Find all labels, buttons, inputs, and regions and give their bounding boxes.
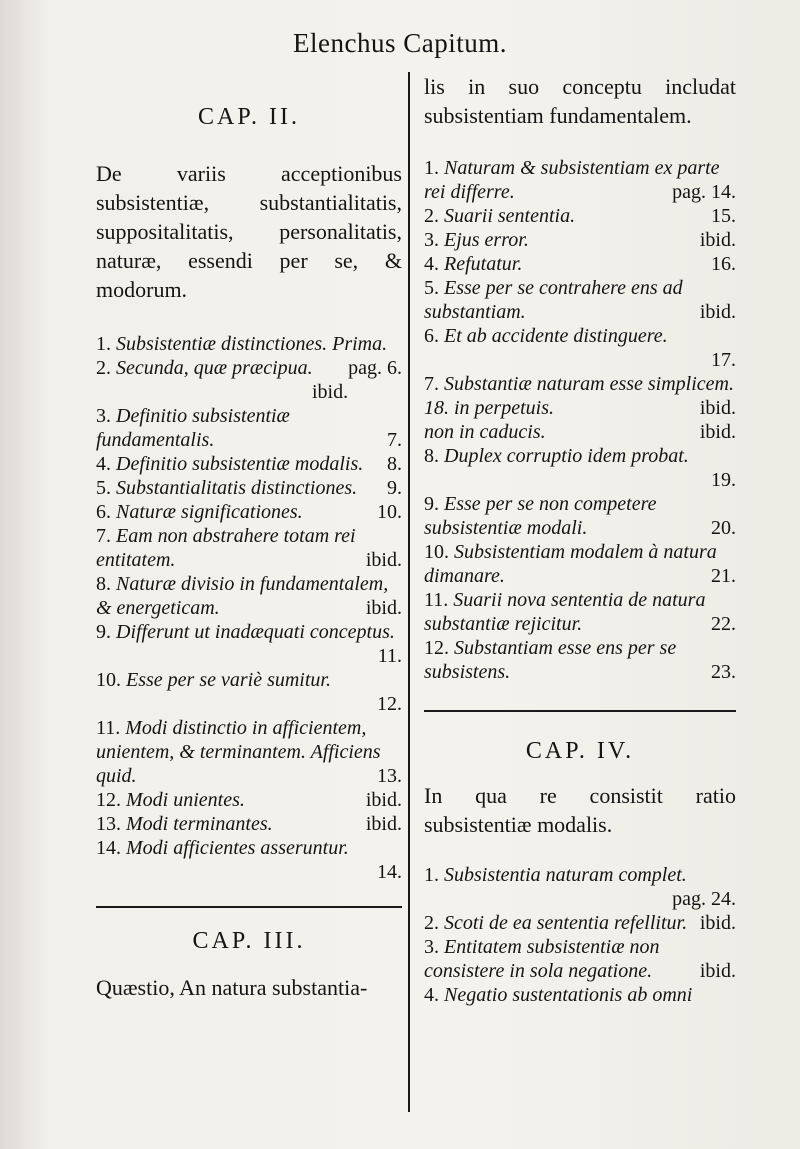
column-divider (408, 72, 410, 1112)
entry-3-2: 2. Suarii sententia. 15. (424, 205, 736, 227)
entry-3-12: 12. Substantiam esse ens per se subsistens. 23. (424, 637, 736, 683)
entry-3-4: 4. Refutatur. 16. (424, 253, 736, 275)
entry-2-9: 9. Differunt ut inadæquati conceptus. 11. (96, 621, 402, 667)
entry-3-7b: non in caducis. ibid. (424, 421, 736, 443)
entry-2-8: 8. Naturæ divisio in fundamentalem, & energeticam. ibid. (96, 573, 402, 619)
left-column (96, 96, 402, 1002)
entry-3-8: 8. Duplex corruptio idem probat. 19. (424, 445, 736, 491)
chapter-3-summary-start: Quæstio, An natura substantia- (96, 975, 368, 1000)
chapter-4-heading: CAP. IV. (525, 738, 635, 764)
entry-3-11: 11. Suarii nova sententia de natura substantiæ rejicitur. 22. (424, 589, 736, 635)
entry-3-7: 7. Substantiæ naturam esse simplicem. 18. in perpetuis. ibid. (424, 373, 736, 419)
chapter-2-heading: CAP. II. (197, 104, 300, 130)
entry-2-12: 12. Modi unientes. ibid. (96, 789, 402, 811)
section-rule-right (424, 710, 736, 712)
chapter-4-summary: In qua re consistit ratio subsistentiæ modalis. (424, 783, 736, 837)
entry-3-10: 10. Subsistentiam modalem à natura dimanare. 21. (424, 541, 736, 587)
chapter-3-heading: CAP. III. (192, 928, 306, 954)
entry-4-1: 1. Subsistentia naturam complet. pag. 24. (424, 864, 736, 910)
entry-2-1: 1. Subsistentiæ distinctiones. Prima. pag. 6. (96, 333, 402, 379)
entry-2-6: 6. Naturæ significationes. 10. (96, 501, 402, 523)
entry-2-11: 11. Modi distinctio in afficientem, unientem, & terminantem. Afficiens quid. 13. (96, 717, 402, 787)
entry-3-9: 9. Esse per se non competere subsistentiæ modali. 20. (424, 493, 736, 539)
entry-2-4: 4. Definitio subsistentiæ modalis. 8. (96, 453, 402, 475)
entry-3-5: 5. Esse per se contrahere ens ad substantiam. ibid. (424, 277, 736, 323)
entry-2-7: 7. Eam non abstrahere totam rei entitatem. ibid. (96, 525, 402, 571)
chapter-3-summary-end: lis in suo conceptu includat subsistentiam fundamentalem. (424, 74, 736, 128)
chapter-2-summary: De variis acceptionibus subsistentiæ, substantialitatis, suppositalitatis, personalitatis, naturæ, essendi per se, & modorum. (96, 161, 402, 302)
right-column (424, 72, 736, 1007)
entry-3-6: 6. Et ab accidente distinguere. 17. (424, 325, 736, 371)
entry-4-2: 2. Scoti de ea sententia refellitur. ibid. (424, 912, 736, 934)
entry-2-13: 13. Modi terminantes. ibid. (96, 813, 402, 835)
entry-3-3: 3. Ejus error. ibid. (424, 229, 736, 251)
chapter-3-entries (424, 156, 736, 684)
chapter-2-entries (96, 332, 402, 884)
entry-4-3: 3. Entitatem subsistentiæ non consistere in sola negatione. ibid. (424, 936, 736, 982)
entry-2-14: 14. Modi afficientes asseruntur. 14. (96, 837, 402, 883)
entry-2-3: 3. Definitio subsistentiæ fundamentalis. 7. (96, 405, 402, 451)
section-rule (96, 906, 402, 908)
entry-4-4: 4. Negatio sustentationis ab omni (424, 984, 693, 1006)
entry-2-10: 10. Esse per se variè sumitur. 12. (96, 669, 402, 715)
entry-2-5: 5. Substantialitatis distinctiones. 9. (96, 477, 402, 499)
entry-3-1: 1. Naturam & subsistentiam ex parte rei differre. pag. 14. (424, 157, 736, 203)
entry-2-2: 2. Secunda, quæ præcipua. ibid. (96, 357, 349, 403)
page-title: Elenchus Capitum. (293, 28, 507, 58)
chapter-4-entries (424, 863, 736, 1007)
